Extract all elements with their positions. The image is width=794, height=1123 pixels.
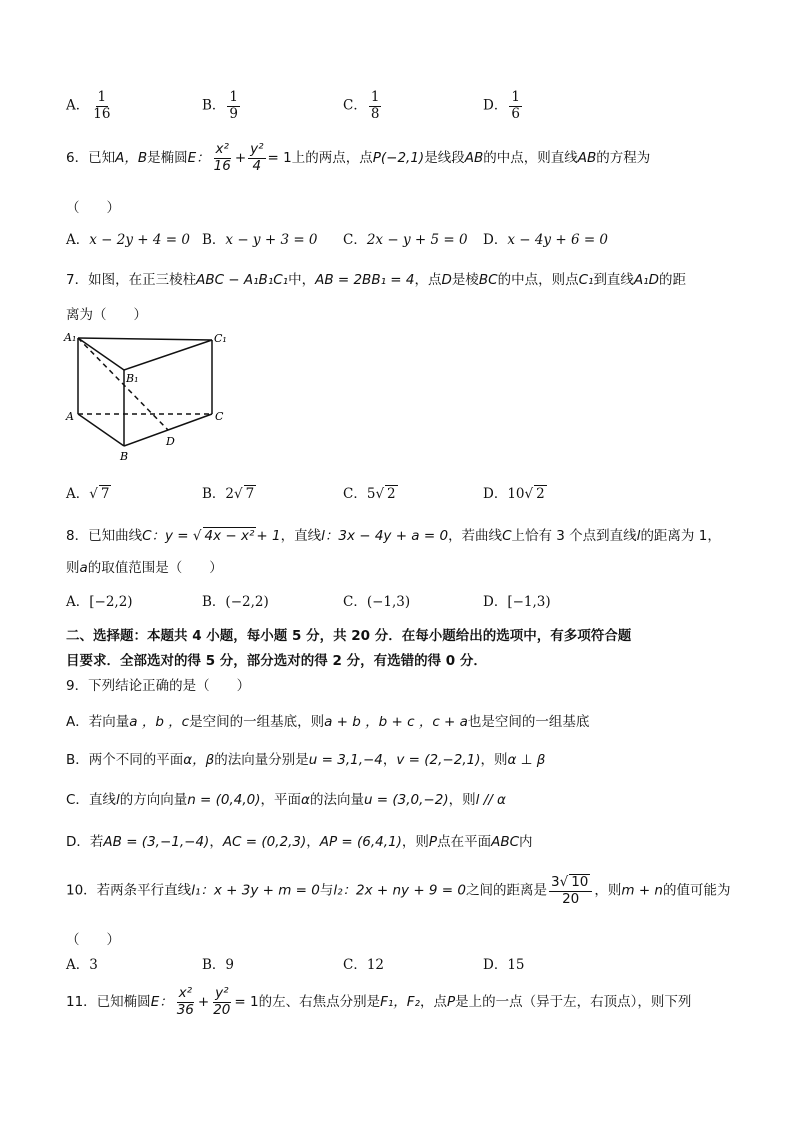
q5-option-c: C． $\frac{1}{8}$ [343, 89, 380, 122]
q8-option-c: C．(−1,3) [343, 594, 411, 610]
q9-option-d: D．若AB = (3,−1,−4)，AC = (0,2,3)，AP = (6,4,1)，则P点在平面ABC内 [66, 834, 533, 850]
label-b1: B₁ [126, 372, 139, 385]
q6-option-d: D．x − 4y + 6 = 0 [483, 232, 609, 248]
q7-option-b: B．2√ 7 [202, 486, 255, 502]
q8-option-a: A．[−2,2) [66, 594, 133, 610]
q10-option-c: C．12 [343, 957, 385, 973]
q9-option-c: C．直线l的方向向量n = (0,4,0)，平面α的法向量u = (3,0,−2)，则l // α [66, 792, 506, 808]
q7-option-c: C．5√ 2 [343, 486, 396, 502]
label-c: C [215, 410, 224, 423]
q9-stem: 9．下列结论正确的是（ ） [66, 678, 251, 694]
q10-stem: 10．若两条平行直线l₁：x + 3y + m = 0与l₂：2x + ny + 9 = 0之间的距离是 $\frac{3√ 10}{20}$ ，则m + n的值可能为 [66, 874, 731, 907]
q10-option-a: A．3 [66, 957, 98, 973]
q7-stem-line1: 7．如图，在正三棱柱ABC − A₁B₁C₁中，AB = 2BB₁ = 4，点D是棱BC的中点，则点C₁到直线A₁D的距 [66, 272, 686, 288]
q8-option-b: B．(−2,2) [202, 594, 269, 610]
q5-option-a: A． $\frac{1}{16}$ [66, 89, 111, 122]
q6-option-a: A．x − 2y + 4 = 0 [66, 232, 190, 248]
section2-heading-line1: 二、选择题：本题共 4 小题，每小题 5 分，共 20 分．在每小题给出的选项中，有多项符合题 [66, 628, 632, 644]
section2-heading-line2: 目要求．全部选对的得 5 分，部分选对的得 2 分，有选错的得 0 分． [66, 653, 487, 669]
label-b: B [120, 450, 129, 463]
q10-option-b: B．9 [202, 957, 235, 973]
q9-option-a: A．若向量a ，b ，c是空间的一组基底，则a + b ，b + c ，c + a也是空间的一组基底 [66, 714, 590, 730]
prism-figure [62, 328, 232, 464]
q5-option-b: B． $\frac{1}{9}$ [202, 89, 239, 122]
q8-stem-line2: 则a的取值范围是（ ） [66, 560, 223, 576]
q10-option-d: D．15 [483, 957, 525, 973]
q8-stem-line1: 8．已知曲线C：y = √ 4x − x² + 1，直线l：3x − 4y + a = 0，若曲线C上恰有 3 个点到直线l的距离为 1， [66, 528, 721, 544]
q8-option-d: D．[−1,3) [483, 594, 551, 610]
label-c1: C₁ [214, 332, 227, 345]
label-d: D [166, 435, 175, 448]
label-a1: A₁ [64, 331, 77, 344]
q7-option-a: A．√ 7 [66, 486, 110, 502]
q9-option-b: B．两个不同的平面α，β的法向量分别是u = 3,1,−4，v = (2,−2,1)，则α ⊥ β [66, 752, 546, 768]
q6-blank: （ ） [66, 200, 120, 216]
q6-option-b: B．x − y + 3 = 0 [202, 232, 318, 248]
q6-option-c: C．2x − y + 5 = 0 [343, 232, 468, 248]
q5-option-d: D． $\frac{1}{6}$ [483, 89, 520, 122]
q7-option-d: D．10√ 2 [483, 486, 545, 502]
q11-stem: 11．已知椭圆E： $\frac{\text{x²}}{36}$ + $\frac{\text{y²}}{20}$ = 1的左、右焦点分别是F₁，F₂，点P是上的一点（异于左，右顶点），则下列 [66, 985, 692, 1018]
q6-stem: 6．已知A，B是椭圆E： $\frac{\text{x²}}{16}$ + $\frac{\text{y²}}{4}$ = 1上的两点，点P(−2,1)是线段AB的中点，则直线AB的方程为 [66, 141, 651, 174]
label-a: A [66, 410, 74, 423]
q10-blank: （ ） [66, 932, 120, 948]
q7-stem-line2: 离为（ ） [66, 307, 147, 323]
